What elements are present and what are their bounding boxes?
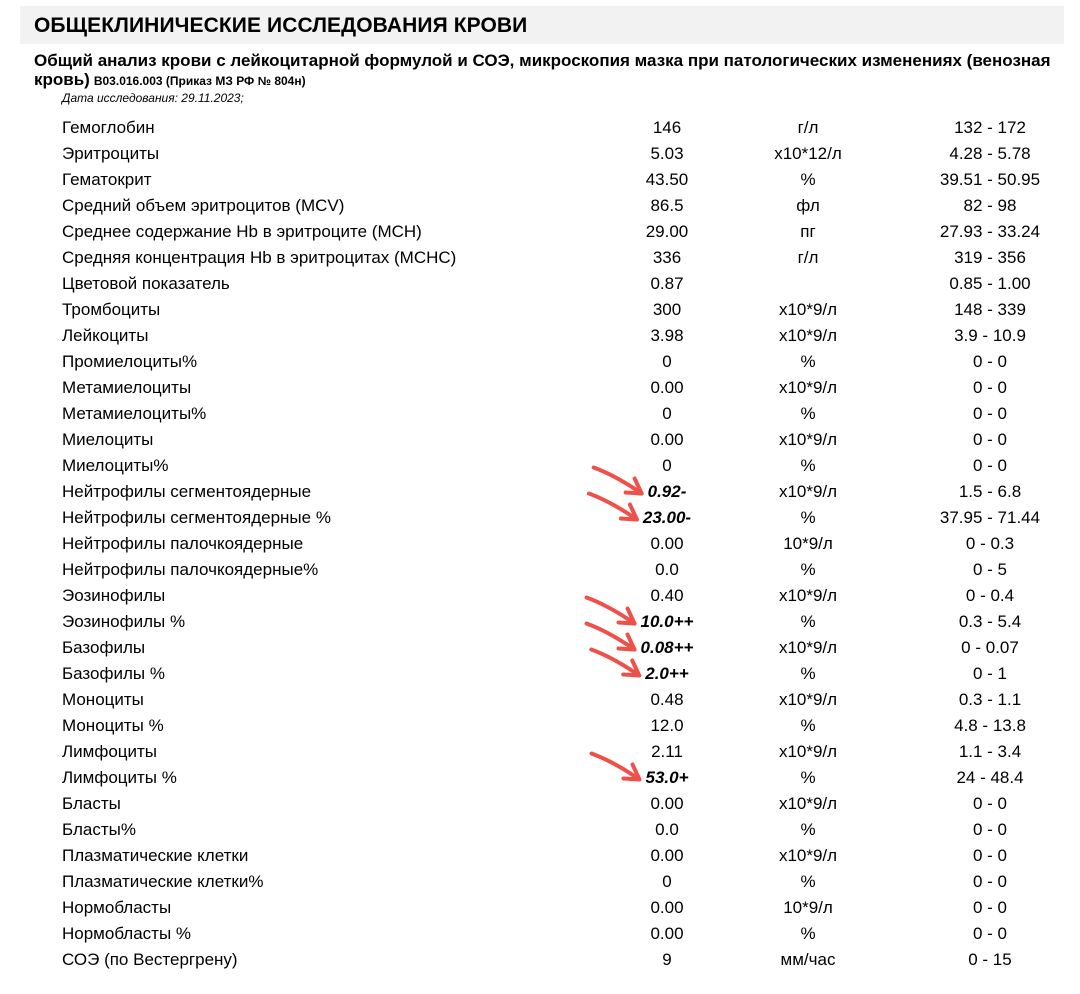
result-reference-range: 0 - 0 xyxy=(972,456,1008,475)
result-row xyxy=(0,219,1080,245)
result-name: Лейкоциты xyxy=(62,326,149,345)
result-name: Эозинофилы xyxy=(62,586,166,605)
result-unit: % xyxy=(800,508,816,527)
test-title-text: Общий анализ крови с лейкоцитарной формулой и СОЭ, микроскопия мазка при патологических изменениях (венозная кровь) xyxy=(34,51,1051,89)
result-name: Базофилы % xyxy=(62,664,165,683)
result-value: 0.08++ xyxy=(640,638,694,657)
result-value: 0.00 xyxy=(650,430,684,449)
result-unit: x10*9/л xyxy=(778,300,838,319)
result-unit: % xyxy=(800,768,816,787)
result-row xyxy=(0,609,1080,635)
result-reference-range: 148 - 339 xyxy=(954,300,1026,319)
result-reference-range: 0 - 0 xyxy=(972,846,1008,865)
result-name: Бласты xyxy=(62,794,121,813)
result-row xyxy=(0,297,1080,323)
result-reference-range: 37.95 - 71.44 xyxy=(939,508,1041,527)
result-reference-range: 0 - 0 xyxy=(972,404,1008,423)
result-unit: x10*9/л xyxy=(778,326,838,345)
result-reference-range: 0 - 0 xyxy=(972,820,1008,839)
result-value: 336 xyxy=(652,248,682,267)
result-name: Средняя концентрация Hb в эритроцитах (MCHC) xyxy=(62,248,457,267)
result-row xyxy=(0,193,1080,219)
result-reference-range: 0 - 0 xyxy=(972,924,1008,943)
result-unit: x10*9/л xyxy=(778,482,838,501)
result-row xyxy=(0,739,1080,765)
result-row xyxy=(0,375,1080,401)
result-row xyxy=(0,323,1080,349)
result-row xyxy=(0,531,1080,557)
result-name: Лимфоциты xyxy=(62,742,158,761)
result-row xyxy=(0,271,1080,297)
result-reference-range: 0 - 0.07 xyxy=(961,638,1019,657)
test-title xyxy=(34,51,1064,91)
result-unit: x10*9/л xyxy=(778,586,838,605)
result-unit: x10*9/л xyxy=(778,430,838,449)
result-row xyxy=(0,687,1080,713)
result-value: 0.00 xyxy=(650,924,684,943)
result-unit: % xyxy=(800,612,816,631)
result-reference-range: 1.1 - 3.4 xyxy=(958,742,1022,761)
result-name: Базофилы xyxy=(62,638,146,657)
result-reference-range: 0 - 0 xyxy=(972,378,1008,397)
result-value: 10.0++ xyxy=(640,612,694,631)
result-value: 146 xyxy=(652,118,682,137)
result-name: Средний объем эритроцитов (MCV) xyxy=(62,196,345,215)
result-row xyxy=(0,791,1080,817)
result-value: 5.03 xyxy=(650,144,684,163)
result-name: Промиелоциты% xyxy=(62,352,198,371)
result-value: 12.0 xyxy=(650,716,684,735)
result-name: Нейтрофилы сегментоядерные xyxy=(62,482,312,501)
result-name: Миелоциты xyxy=(62,430,154,449)
result-unit: % xyxy=(800,560,816,579)
result-value: 9 xyxy=(662,950,672,969)
result-reference-range: 0 - 0.4 xyxy=(965,586,1015,605)
result-row xyxy=(0,869,1080,895)
result-name: Плазматические клетки xyxy=(62,846,249,865)
result-row xyxy=(0,635,1080,661)
result-name: Нейтрофилы сегментоядерные % xyxy=(62,508,331,527)
result-value: 0.00 xyxy=(650,846,684,865)
result-unit: x10*9/л xyxy=(778,846,838,865)
result-reference-range: 0 - 1 xyxy=(972,664,1008,683)
result-value: 0.0 xyxy=(655,560,679,579)
test-code: B03.016.003 (Приказ МЗ РФ № 804н) xyxy=(93,74,306,88)
result-name: Нормобласты % xyxy=(62,924,192,943)
result-row xyxy=(0,817,1080,843)
result-name: Эритроциты xyxy=(62,144,160,163)
result-unit: x10*12/л xyxy=(774,144,842,163)
result-reference-range: 3.9 - 10.9 xyxy=(954,326,1026,345)
result-row xyxy=(0,427,1080,453)
result-reference-range: 319 - 356 xyxy=(954,248,1026,267)
result-reference-range: 0 - 0.3 xyxy=(965,534,1015,553)
result-unit: мм/час xyxy=(780,950,836,969)
result-name: Гемоглобин xyxy=(62,118,155,137)
result-row xyxy=(0,895,1080,921)
result-reference-range: 0 - 0 xyxy=(972,430,1008,449)
result-reference-range: 0 - 15 xyxy=(968,950,1012,969)
result-row xyxy=(0,115,1080,141)
result-unit: % xyxy=(800,456,816,475)
result-value: 29.00 xyxy=(645,222,689,241)
result-name: Лимфоциты % xyxy=(62,768,177,787)
result-value: 0.87 xyxy=(650,274,684,293)
result-row xyxy=(0,713,1080,739)
result-reference-range: 0 - 5 xyxy=(972,560,1008,579)
result-unit: г/л xyxy=(797,248,819,267)
result-reference-range: 0.85 - 1.00 xyxy=(949,274,1031,293)
result-name: Миелоциты% xyxy=(62,456,169,475)
result-row xyxy=(0,349,1080,375)
result-row xyxy=(0,661,1080,687)
result-unit: x10*9/л xyxy=(778,690,838,709)
result-unit: % xyxy=(800,352,816,371)
result-unit: % xyxy=(800,404,816,423)
result-unit: фл xyxy=(796,196,820,215)
result-value: 2.11 xyxy=(651,742,683,761)
result-value: 0.00 xyxy=(650,378,684,397)
result-reference-range: 82 - 98 xyxy=(963,196,1017,215)
result-row xyxy=(0,453,1080,479)
result-row xyxy=(0,401,1080,427)
result-row xyxy=(0,583,1080,609)
result-name: Бласты% xyxy=(62,820,136,839)
result-reference-range: 0 - 0 xyxy=(972,794,1008,813)
result-row xyxy=(0,557,1080,583)
result-name: Среднее содержание Hb в эритроците (MCH) xyxy=(62,222,422,241)
result-row xyxy=(0,479,1080,505)
result-unit: x10*9/л xyxy=(778,794,838,813)
result-name: Тромбоциты xyxy=(62,300,161,319)
result-unit: x10*9/л xyxy=(778,378,838,397)
result-unit: пг xyxy=(800,222,816,241)
result-reference-range: 0 - 0 xyxy=(972,898,1008,917)
result-unit: г/л xyxy=(797,118,819,137)
result-row xyxy=(0,921,1080,947)
result-value: 86.5 xyxy=(650,196,684,215)
result-unit: x10*9/л xyxy=(778,742,838,761)
result-unit: % xyxy=(800,872,816,891)
result-row xyxy=(0,947,1080,973)
result-value: 0.00 xyxy=(650,534,684,553)
result-unit: % xyxy=(800,664,816,683)
result-value: 0.00 xyxy=(650,898,684,917)
result-name: Моноциты % xyxy=(62,716,164,735)
results-table xyxy=(0,115,1080,973)
result-reference-range: 132 - 172 xyxy=(954,118,1026,137)
result-name: Метамиелоциты xyxy=(62,378,192,397)
result-row xyxy=(0,843,1080,869)
result-reference-range: 4.8 - 13.8 xyxy=(954,716,1026,735)
result-name: СОЭ (по Вестергрену) xyxy=(62,950,238,969)
result-value: 0 xyxy=(662,352,672,371)
result-row xyxy=(0,167,1080,193)
result-name: Нормобласты xyxy=(62,898,172,917)
result-reference-range: 1.5 - 6.8 xyxy=(958,482,1022,501)
result-value: 0 xyxy=(662,872,672,891)
result-unit: x10*9/л xyxy=(778,638,838,657)
result-value: 0.00 xyxy=(650,794,684,813)
result-name: Цветовой показатель xyxy=(62,274,230,293)
result-name: Гематокрит xyxy=(62,170,152,189)
result-unit: 10*9/л xyxy=(783,534,833,553)
result-value: 3.98 xyxy=(650,326,684,345)
result-value: 300 xyxy=(652,300,682,319)
result-reference-range: 0 - 0 xyxy=(972,352,1008,371)
result-row xyxy=(0,505,1080,531)
section-title: ОБЩЕКЛИНИЧЕСКИЕ ИССЛЕДОВАНИЯ КРОВИ xyxy=(34,14,528,37)
result-value: 0.0 xyxy=(655,820,679,839)
result-reference-range: 0.3 - 1.1 xyxy=(958,690,1022,709)
result-name: Эозинофилы % xyxy=(62,612,186,631)
result-reference-range: 24 - 48.4 xyxy=(956,768,1024,787)
result-name: Моноциты xyxy=(62,690,144,709)
result-unit: 10*9/л xyxy=(783,898,833,917)
result-reference-range: 0.3 - 5.4 xyxy=(958,612,1022,631)
result-value: 23.00- xyxy=(642,508,692,527)
result-reference-range: 27.93 - 33.24 xyxy=(939,222,1041,241)
result-value: 0.92- xyxy=(647,482,687,501)
result-reference-range: 39.51 - 50.95 xyxy=(939,170,1041,189)
result-name: Нейтрофилы палочкоядерные xyxy=(62,534,304,553)
result-name: Метамиелоциты% xyxy=(62,404,207,423)
result-unit: % xyxy=(800,820,816,839)
result-unit: % xyxy=(800,716,816,735)
result-value: 0.48 xyxy=(650,690,684,709)
result-reference-range: 0 - 0 xyxy=(972,872,1008,891)
result-value: 2.0++ xyxy=(645,664,689,683)
result-value: 0 xyxy=(662,456,672,475)
result-row xyxy=(0,245,1080,271)
result-unit: % xyxy=(800,924,816,943)
result-value: 43.50 xyxy=(645,170,689,189)
result-reference-range: 4.28 - 5.78 xyxy=(949,144,1031,163)
result-row xyxy=(0,765,1080,791)
result-value: 0.40 xyxy=(650,586,684,605)
result-value: 53.0+ xyxy=(645,768,689,787)
result-row xyxy=(0,141,1080,167)
result-unit: % xyxy=(800,170,816,189)
result-name: Нейтрофилы палочкоядерные% xyxy=(62,560,319,579)
study-date: Дата исследования: 29.11.2023; xyxy=(62,91,244,105)
result-value: 0 xyxy=(662,404,672,423)
result-name: Плазматические клетки% xyxy=(62,872,264,891)
